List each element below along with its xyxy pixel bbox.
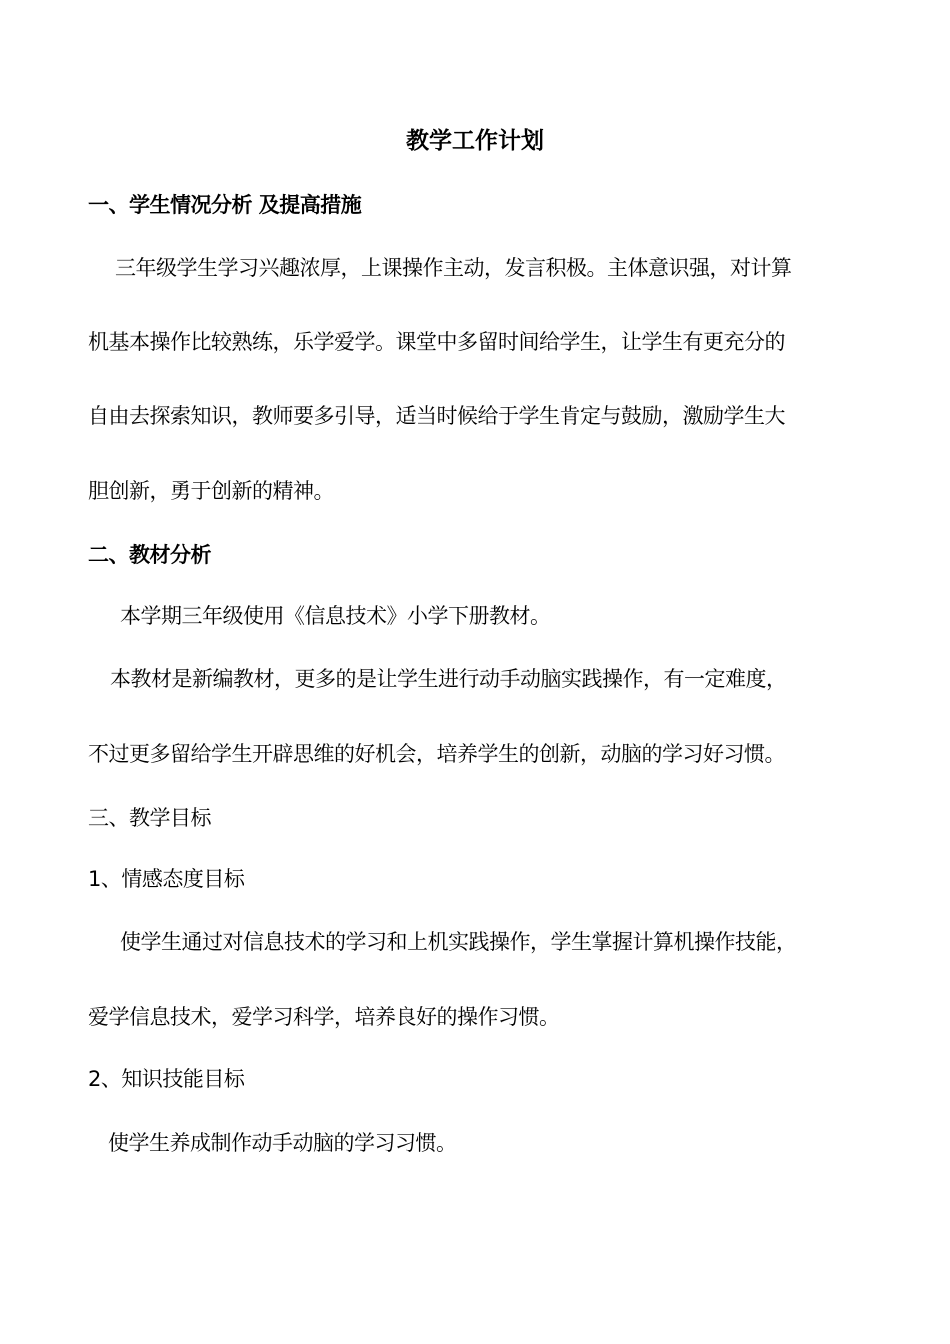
document-title: 教学工作计划 (406, 128, 544, 154)
paragraph-line: 不过更多留给学生开辟思维的好机会，培养学生的创新，动脑的学习好习惯。 (88, 742, 785, 766)
paragraph-line: 三年级学生学习兴趣浓厚，上课操作主动，发言积极。主体意识强，对计算 (115, 256, 792, 280)
paragraph-line: 爱学信息技术，爱学习科学，培养良好的操作习惯。 (88, 1005, 560, 1029)
paragraph-line: 自由去探索知识，教师要多引导，适当时候给于学生肯定与鼓励，激励学生大 (88, 404, 785, 428)
paragraph-line: 使学生养成制作动手动脑的学习习惯。 (108, 1131, 457, 1155)
paragraph-line: 胆创新，勇于创新的精神。 (88, 479, 334, 503)
paragraph-line: 本教材是新编教材，更多的是让学生进行动手动脑实践操作，有一定难度， (110, 667, 787, 691)
subsection-heading-emotion-goals: 1、情感态度目标 (88, 867, 245, 891)
section-heading-student-analysis: 一、学生情况分析 及提高措施 (88, 193, 362, 217)
paragraph-line: 本学期三年级使用《信息技术》小学下册教材。 (120, 604, 551, 628)
paragraph-line: 机基本操作比较熟练，乐学爱学。课堂中多留时间给学生，让学生有更充分的 (88, 330, 785, 354)
subsection-heading-knowledge-goals: 2、知识技能目标 (88, 1067, 245, 1091)
section-heading-teaching-goals: 三、教学目标 (88, 806, 211, 830)
section-heading-textbook-analysis: 二、教材分析 (88, 543, 211, 567)
paragraph-line: 使学生通过对信息技术的学习和上机实践操作，学生掌握计算机操作技能， (120, 930, 797, 954)
